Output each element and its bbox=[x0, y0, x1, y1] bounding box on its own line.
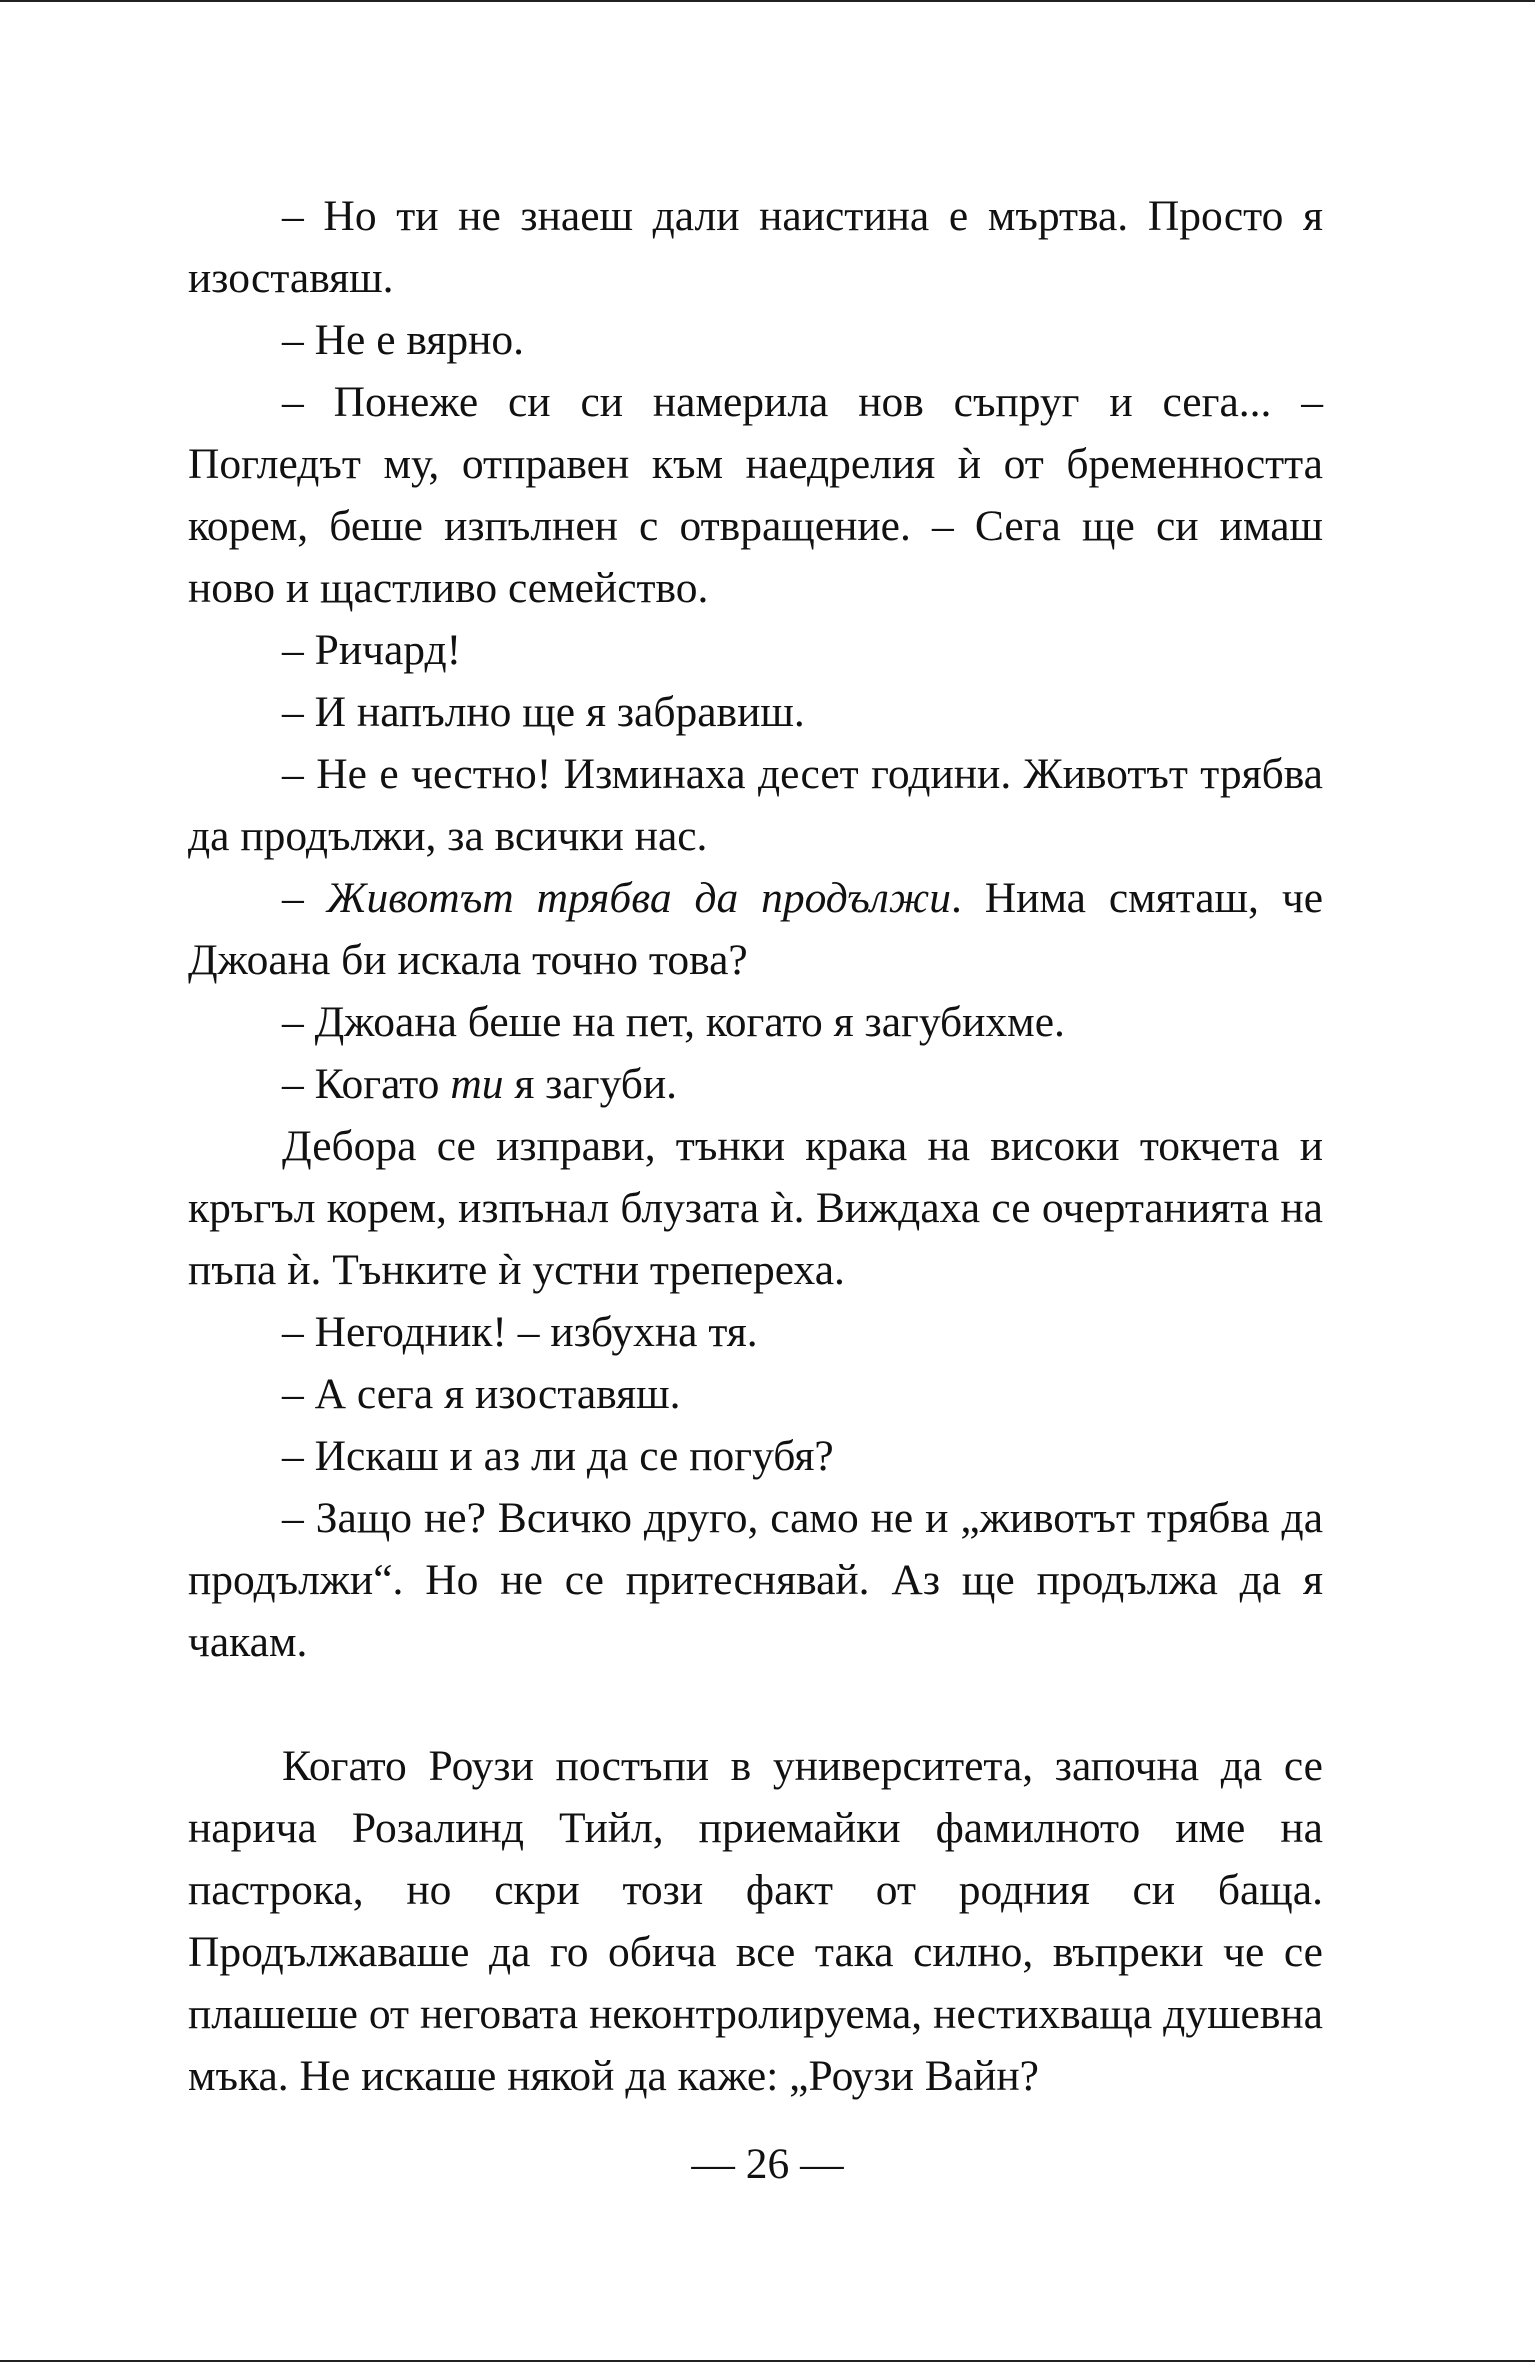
paragraph bbox=[188, 1115, 1323, 1301]
text-run: . Нима смяташ, че Джоана би искала точно това? bbox=[188, 874, 1323, 984]
paragraph bbox=[188, 619, 1323, 681]
text-run: Дебора се изправи, тънки крака на високи токчета и кръгъл корем, изпънал блузата ѝ. Виждаха се очертанията на пъпа ѝ. Тънките ѝ устни трепереха. bbox=[188, 1122, 1323, 1294]
paragraph bbox=[188, 867, 1323, 991]
italic-text: ти bbox=[450, 1060, 504, 1108]
text-run: – Когато bbox=[282, 1060, 451, 1108]
paragraph bbox=[188, 371, 1323, 619]
paragraph bbox=[188, 1487, 1323, 1673]
book-text bbox=[188, 185, 1323, 2107]
text-run: – Понеже си си намерила нов съпруг и сега... – Погледът му, отправен към наедрелия ѝ от бременността корем, беше изпълнен с отвращение. – Сега ще си имаш ново и щастливо семейство. bbox=[188, 378, 1323, 612]
text-run: – Ричард! bbox=[282, 626, 462, 674]
paragraph bbox=[188, 1301, 1323, 1363]
text-run: Когато Роузи постъпи в университета, започна да се нарича Розалинд Тийл, приемайки фамилното име на пастрока, но скри този факт от родния си баща. Продължаваше да го обича все така силно, въпреки че се плашеше от неговата неконтролируема, нестихваща душевна мъка. Не искаше някой да каже: „Роузи Вайн? bbox=[188, 1742, 1323, 2100]
paragraph bbox=[188, 185, 1323, 309]
text-run: – Но ти не знаеш дали наистина е мъртва. Просто я изоставяш. bbox=[188, 192, 1323, 302]
paragraph bbox=[188, 1735, 1323, 2107]
text-run: – Не е вярно. bbox=[282, 316, 525, 364]
text-run: – Джоана беше на пет, когато я загубихме. bbox=[282, 998, 1065, 1046]
text-run: – bbox=[282, 874, 327, 922]
text-run: – Не е честно! Изминаха десет години. Животът трябва да продължи, за всички нас. bbox=[188, 750, 1323, 860]
page-number: — 26 — bbox=[691, 2140, 844, 2188]
paragraph bbox=[188, 1053, 1323, 1115]
section-break bbox=[188, 1673, 1323, 1735]
text-run: – И напълно ще я забравиш. bbox=[282, 688, 805, 736]
paragraph bbox=[188, 743, 1323, 867]
italic-text: Животът трябва да продължи bbox=[326, 874, 951, 922]
text-run: – Защо не? Всичко друго, само не и „животът трябва да продължи“. Но не се притеснявай. Аз ще продължа да я чакам. bbox=[188, 1494, 1323, 1666]
paragraph bbox=[188, 681, 1323, 743]
paragraph bbox=[188, 1363, 1323, 1425]
text-run: – Искаш и аз ли да се погубя? bbox=[282, 1432, 834, 1480]
paragraph bbox=[188, 1425, 1323, 1487]
text-run: я загуби. bbox=[503, 1060, 678, 1108]
text-run: – А сега я изоставяш. bbox=[282, 1370, 681, 1418]
text-run: – Негодник! – избухна тя. bbox=[282, 1308, 758, 1356]
paragraph bbox=[188, 991, 1323, 1053]
paragraph bbox=[188, 309, 1323, 371]
